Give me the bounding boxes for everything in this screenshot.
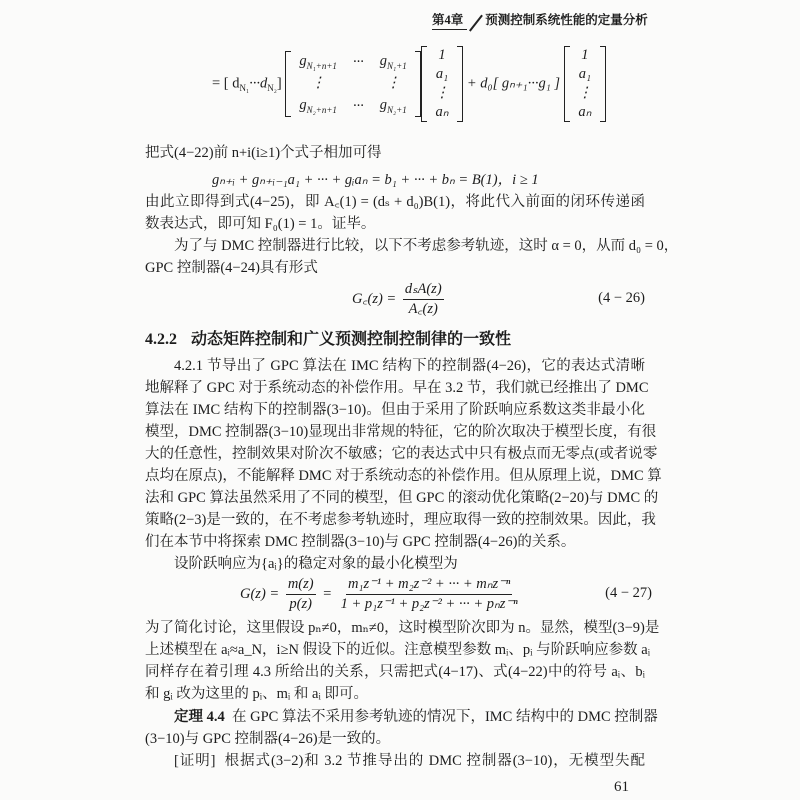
text-line: 把式(4−22)前 n+i(i≥1)个式子相加可得 xyxy=(145,145,382,161)
proof-label: [证明] xyxy=(174,753,216,769)
text-line: 法和 GPC 算法虽然采用了不同的模型，但 GPC 的滚动优化策略(2−20)与 DMC 的 xyxy=(145,490,659,506)
section-number: 4.2.2 xyxy=(145,331,177,348)
denominator: p(z) xyxy=(289,596,312,612)
text-line: 数表达式，即可知 F₀(1) = 1。证毕。 xyxy=(145,216,376,232)
vector-cell: a₁ xyxy=(435,66,449,82)
theorem-text: 在 GPC 算法不采用参考轨迹的情况下，IMC 结构中的 DMC 控制器 xyxy=(232,709,658,725)
text-line: 为了与 DMC 控制器进行比较，以下不考虑参考轨迹，这时 α = 0，从而 d₀ = 0， xyxy=(174,238,679,254)
matrix-cell xyxy=(291,51,345,73)
matrix-cell xyxy=(372,95,415,117)
a-vector xyxy=(421,46,464,122)
text-line: (3−10)与 GPC 控制器(4−26)是一致的。 xyxy=(145,731,391,747)
text-line: 地解释了 GPC 对于系统动态的补偿作用。早在 3.2 节，我们就已经推出了 DMC xyxy=(145,380,649,396)
denominator: 1 + p₁z⁻¹ + p₂z⁻² + ··· + pₙz⁻ⁿ xyxy=(340,596,518,612)
page-number: 61 xyxy=(614,779,629,795)
vector-cell: ⋮ xyxy=(434,85,450,101)
chapter-label: 第4章 xyxy=(432,10,467,30)
vector-cell: ⋮ xyxy=(577,85,593,101)
cell-symbol: g xyxy=(379,53,388,70)
vector-cell: aₙ xyxy=(435,104,449,120)
text-line: 们在本节中将探索 DMC 控制器(3−10)与 GPC 控制器(4−26)的关系。 xyxy=(145,534,576,550)
text-line: 为了简化讨论，这里假设 pₙ≠0，mₙ≠0，这时模型阶次即为 n。显然，模型(3−9)是 xyxy=(145,620,660,636)
running-header xyxy=(432,10,648,30)
text-line: 由此立即得到式(4−25)，即 A꜀(1) = (dₛ + d₀)B(1)，将此代入前面的闭环传递函 xyxy=(145,194,645,210)
section-heading xyxy=(145,326,511,349)
matrix-cell xyxy=(372,73,415,95)
equation-number: (4 − 27) xyxy=(605,585,652,601)
eq-lhs: G(z) = xyxy=(240,585,280,602)
eq-sign: = xyxy=(322,585,333,602)
denominator: A꜀(z) xyxy=(408,301,438,317)
text-line: 4.2.1 节导出了 GPC 算法在 IMC 结构下的控制器(4−26)，它的表达式清晰 xyxy=(174,358,645,374)
eq-plus-term: + d₀[ gₙ₊₁···g₁ ] xyxy=(466,75,561,92)
eq-dots: ···d xyxy=(249,75,268,92)
text-line: 算法在 IMC 结构下的控制器(3−10)。但由于采用了阶跃响应系数这类非最小化 xyxy=(145,402,645,418)
matrix-cell xyxy=(291,95,345,117)
fraction xyxy=(339,575,520,614)
text-line: 策略(2−3)是一致的，在不考虑参考轨迹时，理应取得一致的控制效果。因此，我 xyxy=(145,512,656,528)
cell-subscript: N₂+n+1 xyxy=(306,104,337,115)
fraction xyxy=(403,280,444,319)
matrix-cell xyxy=(345,51,372,73)
equation-4-26 xyxy=(352,280,447,319)
text-line: 同样存在着引理 4.3 所给出的关系，只需把式(4−17)、式(4−22)中的符号 aᵢ、bᵢ xyxy=(145,664,645,680)
equation-4-27 xyxy=(240,575,523,614)
theorem-label: 定理 4.4 xyxy=(174,709,225,725)
eq-lead: = [ d xyxy=(212,75,240,92)
eq-sub: N₁ xyxy=(239,83,250,94)
numerator: dₛA(z) xyxy=(403,280,444,300)
matrix-cell xyxy=(291,73,345,95)
cell-subscript: N₁+n+1 xyxy=(306,60,337,71)
equation-number: (4 − 26) xyxy=(598,290,645,306)
chapter-title: 预测控制系统性能的定量分析 xyxy=(485,13,648,27)
cell-symbol: ⋮ xyxy=(310,75,326,92)
eq-close: ] xyxy=(276,75,282,92)
text-line: 点均在原点)，不能解释 DMC 对于系统动态的补偿作用。但从原理上说，DMC 算 xyxy=(145,468,662,484)
proof-line xyxy=(145,751,645,771)
text-line: 模型，DMC 控制器(3−10)显现出非常规的特征，它的阶次取决于模型长度，有很 xyxy=(145,424,657,440)
numerator: m₁z⁻¹ + m₂z⁻² + ··· + mₙz⁻ⁿ xyxy=(346,575,512,595)
vector-cell: a₁ xyxy=(578,66,592,82)
cell-symbol: g xyxy=(299,97,307,114)
cell-subscript: N₂+1 xyxy=(387,104,407,115)
text-line: 上述模型在 aᵢ≈a_N，i≥N 假设下的近似。注意模型参数 mᵢ、pᵢ 与阶跃响应参数 aᵢ xyxy=(145,642,651,658)
cell-symbol: g xyxy=(379,97,388,114)
text-line: 大的任意性，控制效果对阶次不敏感；它的表达式中只有极点而无零点(或者说零 xyxy=(145,446,658,462)
proof-text: 根据式(3−2)和 3.2 节推导出的 DMC 控制器(3−10)，无模型失配 xyxy=(224,753,645,769)
cell-symbol: ⋮ xyxy=(386,75,401,92)
cell-symbol: g xyxy=(299,53,307,70)
header-divider xyxy=(467,14,485,30)
eq-sub: N₂ xyxy=(267,83,277,94)
theorem-line xyxy=(145,707,658,727)
fraction xyxy=(286,575,316,614)
cell-subscript: N₁+1 xyxy=(387,60,407,71)
sum-equation: gₙ₊ᵢ + gₙ₊ᵢ₋₁a₁ + ··· + gᵢaₙ = b₁ + ··· + bₙ = B(1)，i ≥ 1 xyxy=(212,172,539,188)
vector-cell: aₙ xyxy=(578,104,592,120)
a-vector xyxy=(564,46,607,122)
g-matrix xyxy=(285,51,420,117)
matrix-cell xyxy=(345,73,372,95)
text-line: 和 gᵢ 改为这里的 pᵢ、mᵢ 和 aᵢ 即可。 xyxy=(145,686,368,702)
matrix-cell xyxy=(345,95,372,117)
matrix-equation xyxy=(212,46,606,122)
cell-symbol: ··· xyxy=(352,97,364,114)
numerator: m(z) xyxy=(286,575,316,595)
vector-cell: 1 xyxy=(438,47,446,63)
text-line: GPC 控制器(4−24)具有形式 xyxy=(145,260,318,276)
matrix-cell xyxy=(372,51,415,73)
text-line: 设阶跃响应为{aᵢ}的稳定对象的最小化模型为 xyxy=(174,556,458,572)
vector-cell: 1 xyxy=(581,47,589,63)
section-title: 动态矩阵控制和广义预测控制控制律的一致性 xyxy=(191,331,512,348)
cell-symbol: ··· xyxy=(352,53,364,70)
eq-lhs: G꜀(z) = xyxy=(352,290,397,307)
